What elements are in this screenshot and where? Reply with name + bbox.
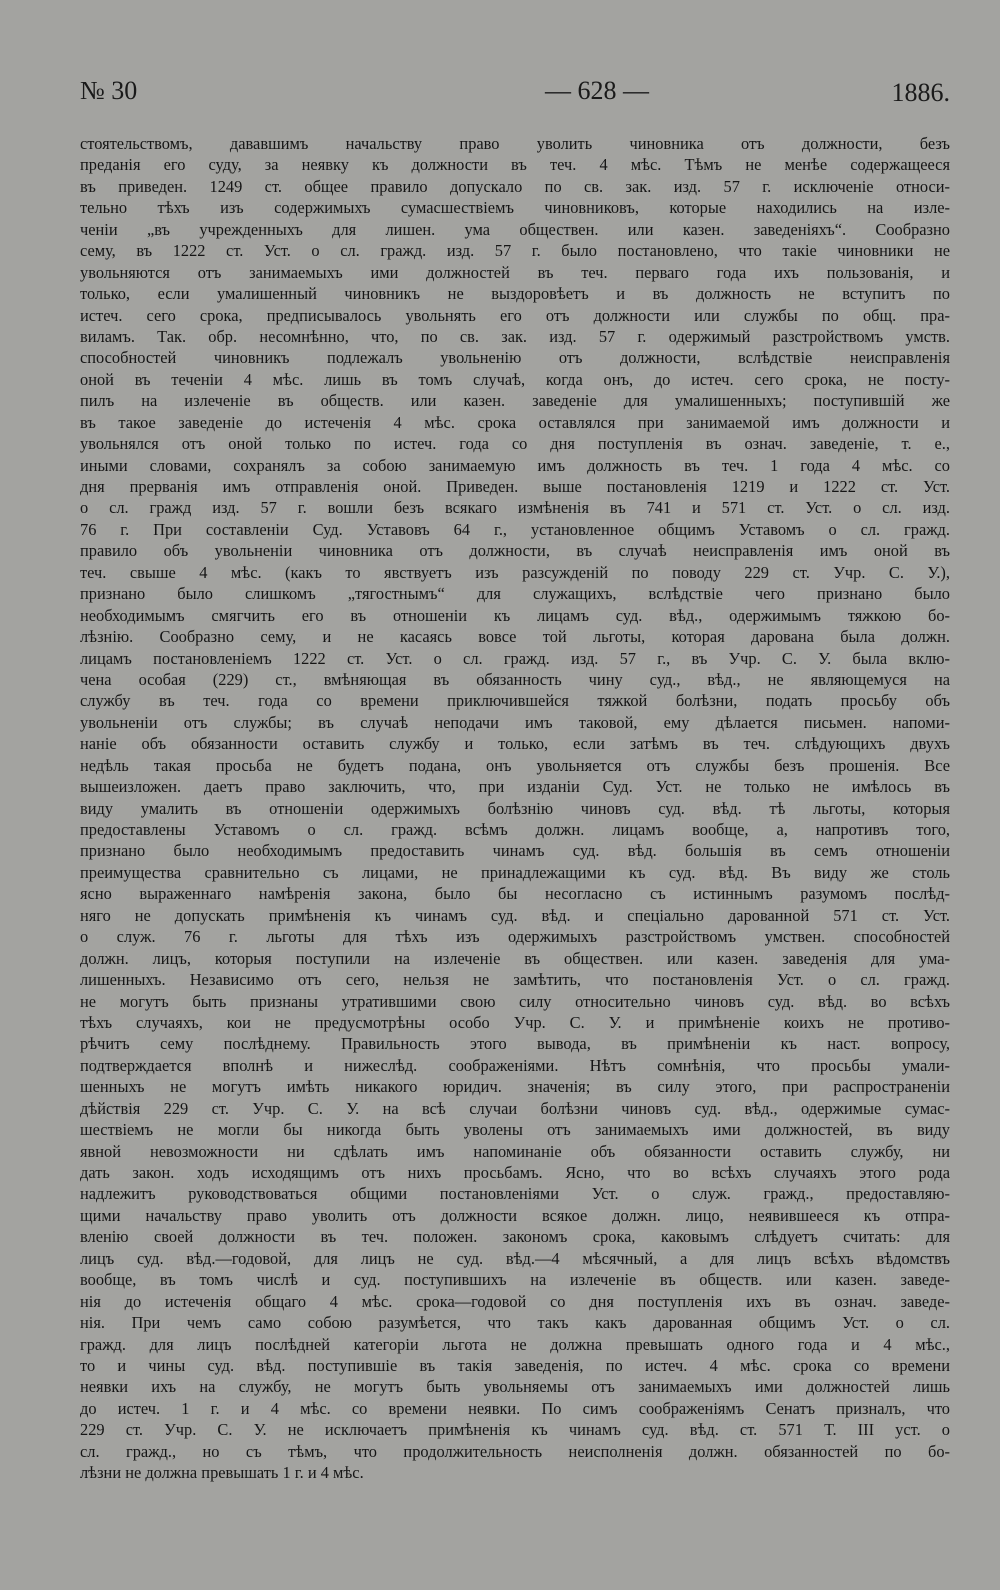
text-line: 76 г. При составленіи Суд. Уставовъ 64 г., установленное общимъ Уставомъ о сл. гражд. (80, 519, 950, 539)
text-line: о сл. гражд изд. 57 г. вошли безъ всякаго измѣненія въ 741 и 571 ст. Уст. о сл. изд. (80, 498, 950, 518)
text-line: вообще, въ томъ числѣ и суд. поступившихъ на излеченіе въ обществ. или казен. заведе- (80, 1270, 950, 1290)
text-line: преданія его суду, за неявку къ должности въ теч. 4 мѣс. Тѣмъ не менѣе содержащееся (80, 155, 950, 175)
text-line: должн. лицъ, которыя поступили на излеченіе въ обществен. или казен. заведенія для ума- (80, 948, 950, 968)
text-line: сл. гражд., но съ тѣмъ, что продолжительность неисполненія должн. обязанностей по бо- (80, 1441, 950, 1461)
text-line: до истеч. 1 г. и 4 мѣс. со времени неявки. По симъ соображеніямъ Сенатъ призналъ, что (80, 1398, 950, 1418)
page-number: — 628 — (545, 76, 649, 105)
text-line: предоставлены Уставомъ о сл. гражд. всѣмъ должн. лицамъ вообще, а, напротивъ того, (80, 820, 950, 839)
text-line: въ такое заведеніе до истеченія 4 мѣс. срока оставлялся при занимаемой имъ должности и (80, 412, 950, 432)
text-line: виламъ. Так. обр. несомнѣнно, что, по св. зак. изд. 57 г. одержимый разстройствомъ умств. (80, 326, 950, 346)
text-line: стоятельствомъ, дававшимъ начальству право уволить чиновника отъ должности, безъ (80, 134, 950, 153)
text-line: чена особая (229) ст., вмѣняющая въ обязанность чину суд., вѣд., не являющемуся на (80, 669, 950, 689)
text-line: дѣйствія 229 ст. Учр. С. У. на всѣ случаи болѣзни чиновъ суд. вѣд., одержимые сумас- (80, 1098, 950, 1118)
text-line: нія. При чемъ само собою разумѣется, что такъ какъ дарованная общимъ Уст. о сл. (80, 1313, 950, 1333)
issue-number: № 30 (80, 76, 138, 105)
text-line: правило объ увольненіи чиновника отъ должности, въ случаѣ неисправленія имъ оной въ (80, 541, 950, 561)
text-line: надлежитъ руководствоваться общими постановленіями Уст. о служ. гражд., предоставляю- (80, 1184, 950, 1204)
text-line: недѣль такая просьба не будетъ подана, онъ увольняется отъ службы безъ прошенія. Все (80, 755, 950, 775)
text-line: лицъ суд. вѣд.—годовой, для лицъ не суд. вѣд.—4 мѣсячный, а для лицъ всѣхъ вѣдомствъ (80, 1248, 950, 1268)
text-line: иными словами, сохранялъ за собою занимаемую имъ должность въ теч. 1 года 4 мѣс. со (80, 455, 950, 475)
text-line: тѣхъ случаяхъ, кои не предусмотрѣны особо Учр. С. У. и примѣненіе коихъ не противо- (80, 1012, 950, 1032)
text-line: ченіи „въ учрежденныхъ для лишен. ума обществен. или казен. заведеніяхъ“. Сообразно (80, 219, 950, 239)
text-line: подтверждается вполнѣ и нижеслѣд. соображеніями. Нѣтъ сомнѣнія, что просьбы умали- (80, 1055, 950, 1075)
text-line: увольненіи отъ службы; въ случаѣ неподачи имъ таковой, ему дѣлается письмен. напоми- (80, 712, 950, 732)
text-line: тельно тѣхъ изъ содержимыхъ сумасшествіемъ чиновниковъ, которые находились на излe- (80, 198, 950, 218)
text-line: рѣчитъ сему послѣднему. Правильность этого вывода, въ примѣненіи къ наст. вопросу, (80, 1034, 950, 1054)
text-line: увольняются отъ занимаемыхъ ими должностей въ теч. перваго года ихъ пользованія, и (80, 262, 950, 282)
year: 1886. (891, 78, 950, 107)
text-line: наніе объ обязанности оставить службу и только, если затѣмъ въ теч. слѣдующихъ двухъ (80, 734, 950, 754)
text-line: ясно выраженнаго намѣренія закона, было бы несогласно съ истиннымъ разумомъ послѣд- (80, 884, 950, 904)
text-line: 229 ст. Учр. С. У. не исключаетъ примѣненія къ чинамъ суд. вѣд. ст. 571 Т. III уст. о (80, 1420, 950, 1440)
text-line: нія до истеченія общаго 4 мѣс. срока—годовой со дня поступленія ихъ въ означ. заведе- (80, 1291, 950, 1311)
text-line: не могутъ быть признаны утратившими свою силу относительно чиновъ суд. вѣд. во всѣхъ (80, 991, 950, 1011)
text-line: то и чины суд. вѣд. поступившіе въ такія заведенія, по истеч. 4 мѣс. срока со времени (80, 1355, 950, 1375)
text-line: преимущества сравнительно съ лицами, не принадлежащими къ суд. вѣд. Въ виду же столь (80, 862, 950, 882)
text-line: лицамъ постановленіемъ 1222 ст. Уст. о сл. гражд. изд. 57 г., въ Учр. С. У. была вклю- (80, 648, 950, 668)
text-line: необходимымъ смягчить его въ отношеніи къ лицамъ суд. вѣд., одержимымъ тяжкою бо- (80, 605, 950, 625)
text-line: способностей чиновникъ подлежалъ увольненію отъ должности, вслѣдствіе неисправленія (80, 348, 950, 368)
text-line: лѣзни не должна превышать 1 г. и 4 мѣс. (80, 1463, 364, 1483)
text-line: въ приведен. 1249 ст. общее правило допускало по св. зак. изд. 57 г. исключеніе относи- (80, 176, 950, 196)
text-line: шенныхъ не могутъ имѣть никакого юридич. значенія; въ силу этого, при распространеніи (80, 1077, 950, 1097)
text-line: увольнялся отъ оной только по истеч. года со дня поступленія въ означ. заведеніе, т. е., (80, 434, 950, 454)
text-line: оной въ теченіи 4 мѣс. лишь въ томъ случаѣ, когда онъ, до истеч. сего срока, не посту- (80, 369, 950, 389)
text-line: няго не допускать примѣненія къ чинамъ суд. вѣд. и спеціально дарованной 571 ст. Уст. (80, 905, 950, 925)
text-line: теч. свыше 4 мѣс. (какъ то явствуетъ изъ разсужденій по поводу 229 ст. Учр. С. У.), (80, 562, 950, 582)
text-line: дать закон. ходъ исходящимъ отъ нихъ просьбамъ. Ясно, что во всѣхъ случаяхъ этого рода (80, 1163, 950, 1182)
text-line: сему, въ 1222 ст. Уст. о сл. гражд. изд. 57 г. было постановлено, что такіе чиновники не (80, 241, 950, 261)
text-line: неявки ихъ на службу, не могутъ быть увольняемы отъ занимаемыхъ ими должностей лишь (80, 1377, 950, 1397)
text-line: шествіемъ не могли бы никогда быть уволены отъ занимаемыхъ ими должностей, въ виду (80, 1120, 950, 1140)
text-line: гражд. для лицъ послѣдней категоріи льгота не должна превышать одного года и 4 мѣс., (80, 1334, 950, 1354)
text-line: вышеизложен. даетъ право заключить, что, при изданіи Суд. Уст. не только не имѣлось въ (80, 777, 950, 797)
text-line: виду умалить въ отношеніи одержимыхъ болѣзнію чиновъ суд. вѣд. тѣ льготы, которыя (80, 798, 950, 818)
text-line: лишенныхъ. Независимо отъ сего, нельзя не замѣтить, что постановленія Уст. о сл. гражд. (80, 970, 950, 990)
text-line: вленію своей должности въ теч. положен. закономъ срока, каковымъ слѣдуетъ считать: для (80, 1227, 950, 1247)
text-line: дня прерванія имъ отправленія оной. Приведен. выше постановленія 1219 и 1222 ст. Уст. (80, 477, 950, 496)
text-line: признано было слишкомъ „тягостнымъ“ для служащихъ, вслѣдствіе чего признано было (80, 584, 950, 604)
text-line: пилъ на излеченіе въ обществ. или казен. заведеніе для умалишенныхъ; поступившій же (80, 391, 950, 411)
text-line: о служ. 76 г. льготы для тѣхъ изъ одержимыхъ разстройствомъ умствен. способностей (80, 927, 950, 947)
body-text (80, 133, 950, 1484)
text-line: щими начальству право уволить отъ должности всякое должн. лицо, неявившееся къ отпра- (80, 1205, 950, 1225)
text-line: только, если умалишенный чиновникъ не выздоровѣетъ и въ должность не вступитъ по (80, 284, 950, 304)
text-line: истеч. сего срока, предписывалось увольнять его отъ должности или службы по общ. пра- (80, 305, 950, 325)
text-line: службу въ теч. года со времени приключившейся тяжкой болѣзни, подать просьбу объ (80, 691, 950, 711)
text-line: явной невозможности ни сдѣлать имъ напоминаніе объ обязанности оставить службу, ни (80, 1141, 950, 1161)
page-header (80, 76, 950, 112)
text-line: признано было необходимымъ предоставить чинамъ суд. вѣд. большія въ семъ отношеніи (80, 841, 950, 861)
text-line: лѣзнію. Сообразно сему, и не касаясь вовсе той льготы, которая дарована была должн. (80, 627, 950, 647)
